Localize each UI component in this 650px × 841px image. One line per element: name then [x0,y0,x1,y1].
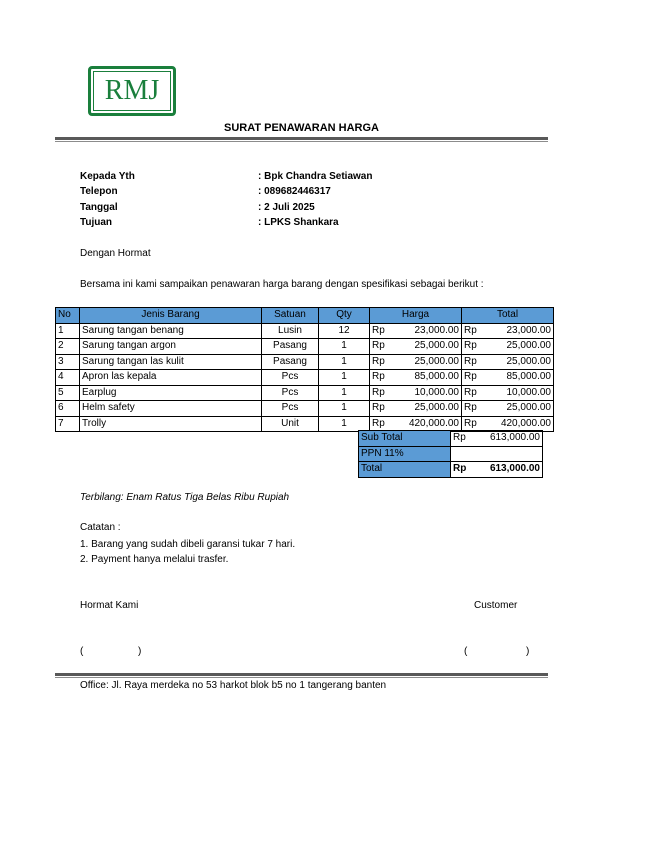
currency: Rp [372,340,385,352]
catatan-item: 1. Barang yang sudah dibeli garansi tukar 7 hari. [80,539,296,550]
cell-qty: 1 [319,354,370,370]
customer-label: Customer [474,600,518,611]
footer-divider-thin [55,677,548,678]
footer-divider [55,673,548,676]
table-row [56,354,554,370]
items-table [55,307,554,432]
currency: Rp [464,324,477,336]
tanggal-label: Tanggal [80,202,118,213]
total-row [359,462,543,478]
cell-no: 7 [56,416,80,432]
catatan-label: Catatan : [80,522,121,533]
cell-jenis: Sarung tangan argon [80,339,262,355]
cell-qty: 1 [319,339,370,355]
cell-harga [370,401,462,417]
cell-jenis: Sarung tangan benang [80,323,262,339]
currency: Rp [464,386,477,398]
header-total: Total [462,308,554,324]
table-row [56,385,554,401]
signature-paren-open-right: ( [464,646,468,657]
cell-total [462,401,554,417]
telepon-value: : 089682446317 [258,186,331,197]
cell-no: 5 [56,385,80,401]
cell-harga-value: 420,000.00 [408,417,459,429]
header-no: No [56,308,80,324]
table-row [56,370,554,386]
cell-harga-value: 25,000.00 [414,402,459,414]
header-divider-thin [55,141,548,142]
cell-satuan: Pcs [262,401,319,417]
currency: Rp [453,463,467,475]
cell-no: 6 [56,401,80,417]
cell-no: 4 [56,370,80,386]
company-logo [88,66,176,116]
tujuan-value: : LPKS Shankara [258,217,339,228]
cell-harga [370,323,462,339]
cell-harga-value: 10,000.00 [414,386,459,398]
subtotal-label: Sub Total [359,431,451,447]
office-address: Office: Jl. Raya merdeka no 53 harkot blok b5 no 1 tangerang banten [80,680,387,691]
cell-total-value: 10,000.00 [506,386,551,398]
cell-qty: 1 [319,401,370,417]
currency: Rp [464,417,477,429]
cell-total [462,370,554,386]
intro-text: Bersama ini kami sampaikan penawaran harga barang dengan spesifikasi sebagai berikut : [80,279,484,290]
subtotal-cell [451,431,543,447]
kepada-label: Kepada Yth [80,171,135,182]
catatan-item: 2. Payment hanya melalui trasfer. [80,554,229,565]
cell-jenis: Helm safety [80,401,262,417]
ppn-label: PPN 11% [359,446,451,462]
document-title: SURAT PENAWARAN HARGA [223,122,380,134]
table-header-row [56,308,554,324]
cell-satuan: Pasang [262,354,319,370]
currency: Rp [464,355,477,367]
cell-satuan: Pcs [262,370,319,386]
total-label: Total [359,462,451,478]
signature-paren-close-left: ) [138,646,142,657]
currency: Rp [372,386,385,398]
header-jenis: Jenis Barang [80,308,262,324]
cell-qty: 1 [319,385,370,401]
currency: Rp [372,371,385,383]
signature-paren-open-left: ( [80,646,84,657]
cell-qty: 1 [319,370,370,386]
cell-satuan: Pcs [262,385,319,401]
cell-harga-value: 23,000.00 [414,324,459,336]
cell-qty: 12 [319,323,370,339]
ppn-row [359,446,543,462]
table-row [56,323,554,339]
cell-harga [370,354,462,370]
currency: Rp [372,355,385,367]
cell-total [462,339,554,355]
cell-satuan: Lusin [262,323,319,339]
cell-qty: 1 [319,416,370,432]
currency: Rp [372,417,385,429]
signature-paren-close-right: ) [526,646,530,657]
subtotal-value: 613,000.00 [489,432,540,444]
cell-harga-value: 25,000.00 [414,355,459,367]
cell-jenis: Sarung tangan las kulit [80,354,262,370]
currency: Rp [464,340,477,352]
cell-total [462,354,554,370]
tanggal-value: : 2 Juli 2025 [258,202,315,213]
cell-harga-value: 85,000.00 [414,371,459,383]
total-cell [451,462,543,478]
currency: Rp [372,324,385,336]
table-row [56,339,554,355]
header-harga: Harga [370,308,462,324]
telepon-label: Telepon [80,186,118,197]
cell-harga [370,385,462,401]
table-row [56,401,554,417]
header-satuan: Satuan [262,308,319,324]
tujuan-label: Tujuan [80,217,113,228]
cell-total-value: 25,000.00 [506,402,551,414]
cell-satuan: Unit [262,416,319,432]
cell-total-value: 420,000.00 [500,417,551,429]
cell-no: 2 [56,339,80,355]
hormat-kami-label: Hormat Kami [80,600,139,611]
currency: Rp [464,371,477,383]
cell-total-value: 25,000.00 [506,340,551,352]
terbilang-text: Terbilang: Enam Ratus Tiga Belas Ribu Rupiah [80,492,290,503]
greeting: Dengan Hormat [80,248,151,259]
cell-harga [370,339,462,355]
cell-total [462,323,554,339]
cell-jenis: Earplug [80,385,262,401]
cell-total [462,385,554,401]
currency: Rp [464,402,477,414]
cell-total-value: 23,000.00 [506,324,551,336]
summary-table [358,430,543,478]
cell-satuan: Pasang [262,339,319,355]
cell-no: 3 [56,354,80,370]
ppn-value [451,446,543,462]
subtotal-row [359,431,543,447]
currency: Rp [453,432,466,444]
cell-harga [370,370,462,386]
header-qty: Qty [319,308,370,324]
header-divider [55,137,548,140]
cell-total-value: 85,000.00 [506,371,551,383]
kepada-value: : Bpk Chandra Setiawan [258,171,373,182]
cell-jenis: Apron las kepala [80,370,262,386]
logo-text: RMJ [93,71,171,111]
total-value: 613,000.00 [489,463,540,475]
cell-total-value: 25,000.00 [506,355,551,367]
currency: Rp [372,402,385,414]
cell-no: 1 [56,323,80,339]
cell-harga-value: 25,000.00 [414,340,459,352]
cell-jenis: Trolly [80,416,262,432]
